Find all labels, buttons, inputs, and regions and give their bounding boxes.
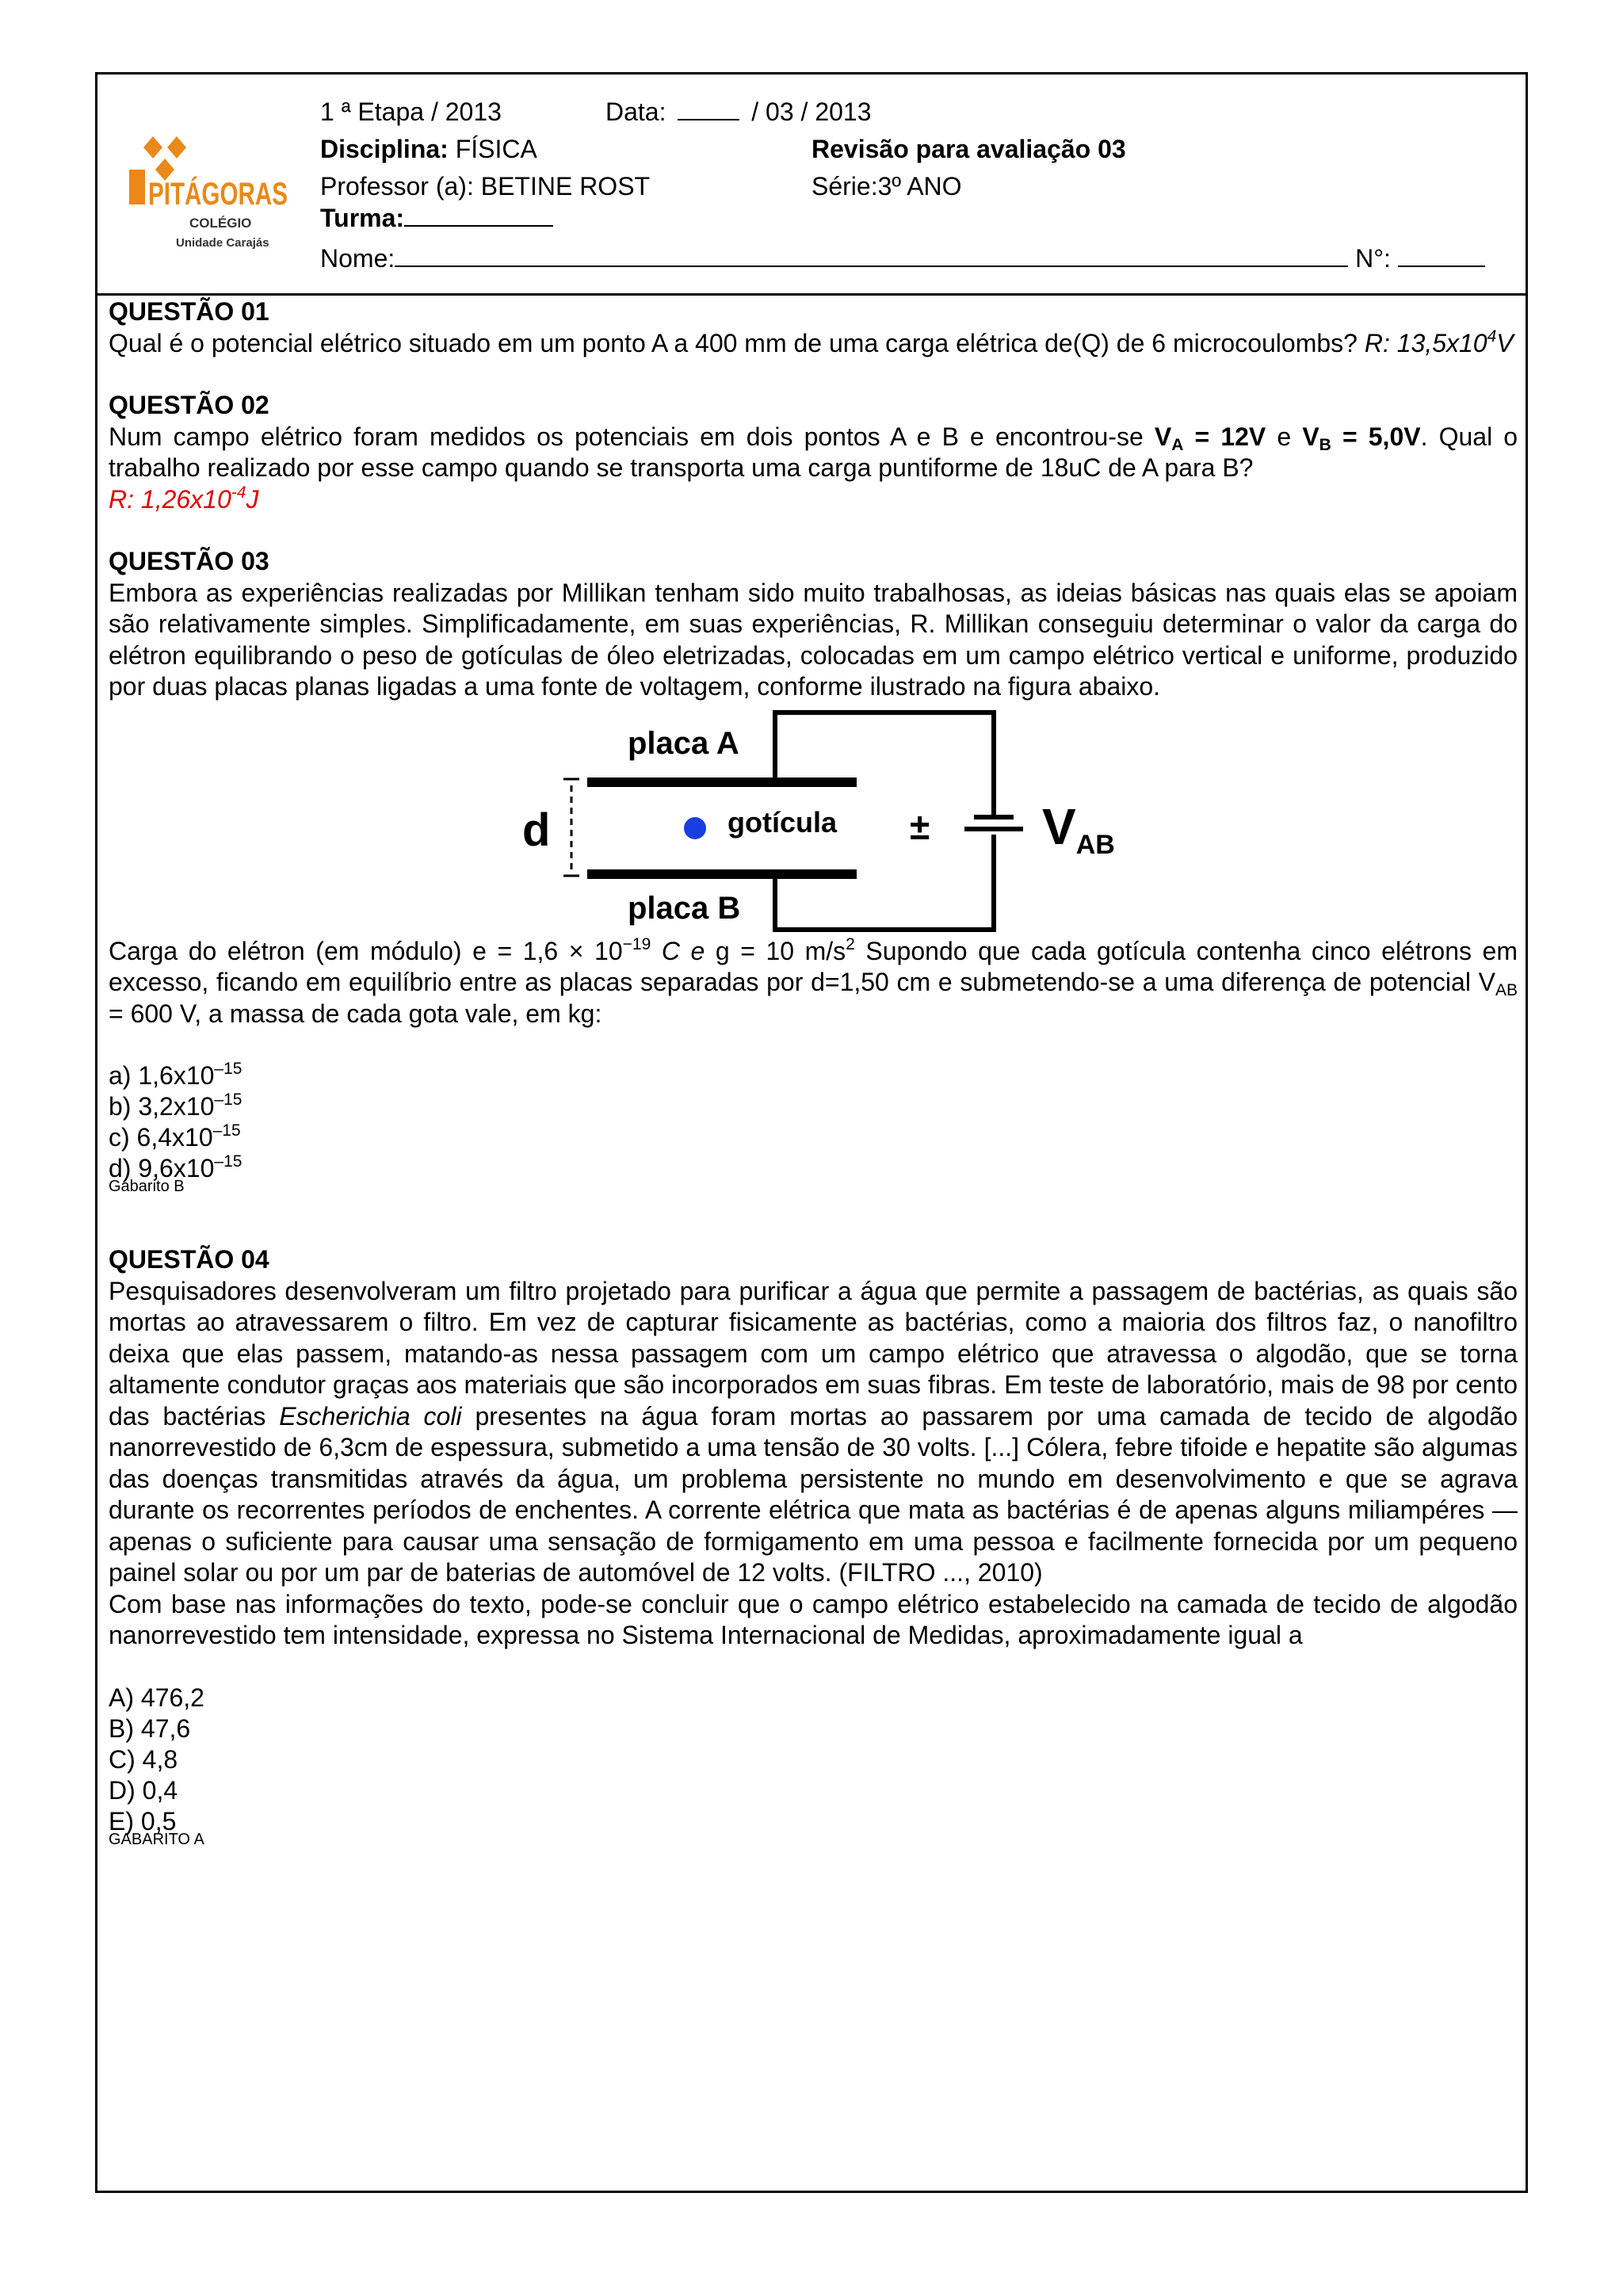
vab-sub: AB [1075,829,1115,860]
q1-answer-unit: V [1496,328,1514,357]
plate-b [587,869,857,879]
q3-option-c-exp: –15 [212,1121,241,1140]
q3-option-a[interactable] [109,1060,1518,1091]
q4-gabarito: GABARITO A [109,1830,204,1848]
q2-va [1154,422,1266,454]
data-label: Data: [605,97,666,126]
logo-diamond-icon [143,136,186,181]
q3-text: Embora as experiências realizadas por Millikan tenham sido muito trabalhosas, as ideias básicas nas quais elas se apoiam são relativamente simples. Simplificadamente, em suas experiências, R. Millikan conseguiu determinar o valor da carga do elétron equilibrando o peso de gotículas de óleo eletrizadas, colocadas em um campo elétrico vertical e uniforme, produzido por duas placas planas ligadas a uma fonte de voltagem, conforme ilustrado na figura abaixo. [109,578,1518,701]
serie: Série:3º ANO [812,172,962,201]
q2-answer-base: R: 1,26x10 [109,484,231,514]
disciplina [320,134,537,164]
data-field [605,97,872,127]
plate-a [587,777,857,787]
question-02 [109,390,1518,515]
turma-label: Turma: [320,204,405,232]
q2-va-symbol: V [1154,422,1172,451]
q2-va-sub: A [1171,435,1184,454]
plus-minus-label: ± [910,805,930,847]
numero-blank[interactable] [1398,243,1485,267]
q3-data-2: Supondo que cada gotícula contenha cinco elétrons em excesso, ficando em equilíbrio entre as placas separadas por d=1,50 cm e submetendo-se a uma diferença de potencial V [109,936,1518,996]
disciplina-value: FÍSICA [455,135,537,163]
disciplina-label: Disciplina: [320,135,449,163]
q2-text [109,422,1518,484]
data-value: / 03 / 2013 [751,97,872,126]
q1-statement: Qual é o potencial elétrico situado em um ponto A a 400 mm de uma carga elétrica de(Q) de 6 microcoulombs? [109,328,1358,357]
question-04 [109,1244,1518,1848]
q1-answer-exp: 4 [1487,327,1497,346]
q2-and: e [1277,422,1292,451]
q3-option-d-exp: –15 [214,1152,242,1171]
q1-answer-base: 13,5x10 [1396,328,1487,357]
turma-field [320,203,553,233]
q4-option-e[interactable]: E) 0,5 [109,1806,177,1836]
question-01 [109,296,1518,359]
q1-answer [1365,329,1514,357]
q4-text [109,1276,1518,1589]
q2-text-1: Num campo elétrico foram medidos os potenciais em dois pontos A e B e encontrou-se [109,422,1144,451]
q3-option-a-exp: –15 [214,1060,242,1078]
q2-answer [109,484,1518,516]
q3-data-3: = 600 V, a massa de cada gota vale, em kg: [109,999,602,1028]
header-divider [95,293,1528,296]
q3-options [109,1060,1518,1184]
nome-field [320,243,1485,273]
q3-option-a-label: a) 1,6x10 [109,1061,215,1090]
q3-data-ceg: C e [661,936,705,965]
d-label: d [522,804,551,856]
q4-option-b[interactable]: B) 47,6 [109,1713,191,1743]
placa-a-label: placa A [628,725,739,761]
q2-vb-symbol: V [1302,422,1319,451]
q2-answer-unit: J [246,484,259,514]
q4-option-d[interactable]: D) 0,4 [109,1775,178,1805]
q3-option-c[interactable] [109,1122,1518,1153]
millikan-figure [502,709,1120,936]
nome-blank[interactable] [395,243,1348,267]
questions [109,296,1518,1848]
q4-text-1: Pesquisadores desenvolveram um filtro projetado para purificar a água que permite a passagem de bactérias, as quais são mortas ao atravessarem o filtro. Em vez de capturar fisicamente as bactérias, como a maioria dos filtros faz, o nanofiltro deixa que elas passem, matando-as nessa passagem com um campo elétrico que atravessa o algodão, que se torna altamente condutor graças aos materiais que são incorporados em suas fibras. Em teste de laboratório, mais de 98 por cento das bactérias [109,1276,1518,1431]
logo-block-icon [129,170,145,204]
q4-question: Com base nas informações do texto, pode-se concluir que o campo elétrico estabelecido na camada de tecido de algodão nanorrevestido tem intensidade, expressa no Sistema Internacional de Medidas, aproximadamente igual a [109,1589,1518,1649]
numero-label: N°: [1355,244,1391,273]
q3-data-g-exp: 2 [846,934,855,953]
q4-options [109,1683,1518,1837]
goticula-label: gotícula [727,805,838,839]
q3-option-b-label: b) 3,2x10 [109,1092,215,1121]
q4-text-2: presentes na água foram mortas ao passarem por uma camada de tecido de algodão nanorrevestido de 6,3cm de espessura, submetido a uma tensão de 30 volts. [...] Cólera, febre tifoide e hepatite são algumas das doenças transmitidas através da água, um problema persistente no mundo em desenvolvimento e que se agrava durante os recorrentes períodos de enchentes. A corrente elétrica que mata as bactérias é de apenas alguns miliampéres — apenas o suficiente para causar uma sensação de formigamento em uma pessoa e facilmente fornecida por um pequeno painel solar ou por um par de baterias de automóvel de 12 volts. (FILTRO ..., 2010) [109,1401,1518,1587]
q2-vb-value: = 5,0V [1342,422,1421,451]
logo-brand: PITÁGORAS [148,177,337,212]
logo-line3: Unidade Carajás [176,236,269,250]
q2-title: QUESTÃO 02 [109,391,269,419]
q3-option-b[interactable] [109,1091,1518,1122]
q2-vb [1302,422,1421,454]
q3-option-d-label: d) 9,6x10 [109,1154,215,1182]
q4-title: QUESTÃO 04 [109,1245,269,1274]
vab-symbol: V [1042,797,1076,855]
droplet-icon [684,817,706,839]
revisao-title: Revisão para avaliação 03 [812,135,1126,163]
q2-answer-exp: -4 [231,483,246,502]
etapa: 1 ª Etapa / 2013 [320,97,502,126]
q4-option-a[interactable]: A) 476,2 [109,1683,204,1712]
professor: Professor (a): BETINE ROST [320,172,651,201]
q1-answer-prefix: R: [1364,328,1390,357]
q2-text-2: . Qual o trabalho realizado por esse campo quando se transporta uma carga puntiforme de 18uC de A para B? [109,422,1518,482]
d-dimension [563,779,579,876]
q3-option-c-label: c) 6,4x10 [109,1123,213,1152]
q1-title: QUESTÃO 01 [109,297,269,326]
question-03 [109,546,1518,1195]
pitagoras-logo [126,130,337,257]
q3-data-1: Carga do elétron (em módulo) e = 1,6 × 10 [109,936,623,965]
placa-b-label: placa B [628,890,741,926]
q4-species: Escherichia coli [279,1401,462,1431]
q3-data-g: g = 10 m/s [715,936,846,965]
vab-label [1042,798,1115,860]
q1-text [109,328,1518,360]
q3-title: QUESTÃO 03 [109,547,269,575]
q4-option-c[interactable]: C) 4,8 [109,1744,178,1774]
day-blank[interactable] [678,97,739,120]
q3-data [109,936,1518,1030]
turma-blank[interactable] [404,203,553,227]
q3-data-exp: −19 [622,934,651,953]
q3-data-vab-sub: AB [1495,981,1518,999]
nome-label: Nome: [320,244,395,273]
q2-va-value: = 12V [1194,422,1266,451]
q3-option-b-exp: –15 [214,1091,242,1109]
q2-vb-sub: B [1319,435,1331,454]
q3-gabarito: Gabarito B [109,1178,185,1195]
logo-line2: COLÉGIO [189,216,252,231]
